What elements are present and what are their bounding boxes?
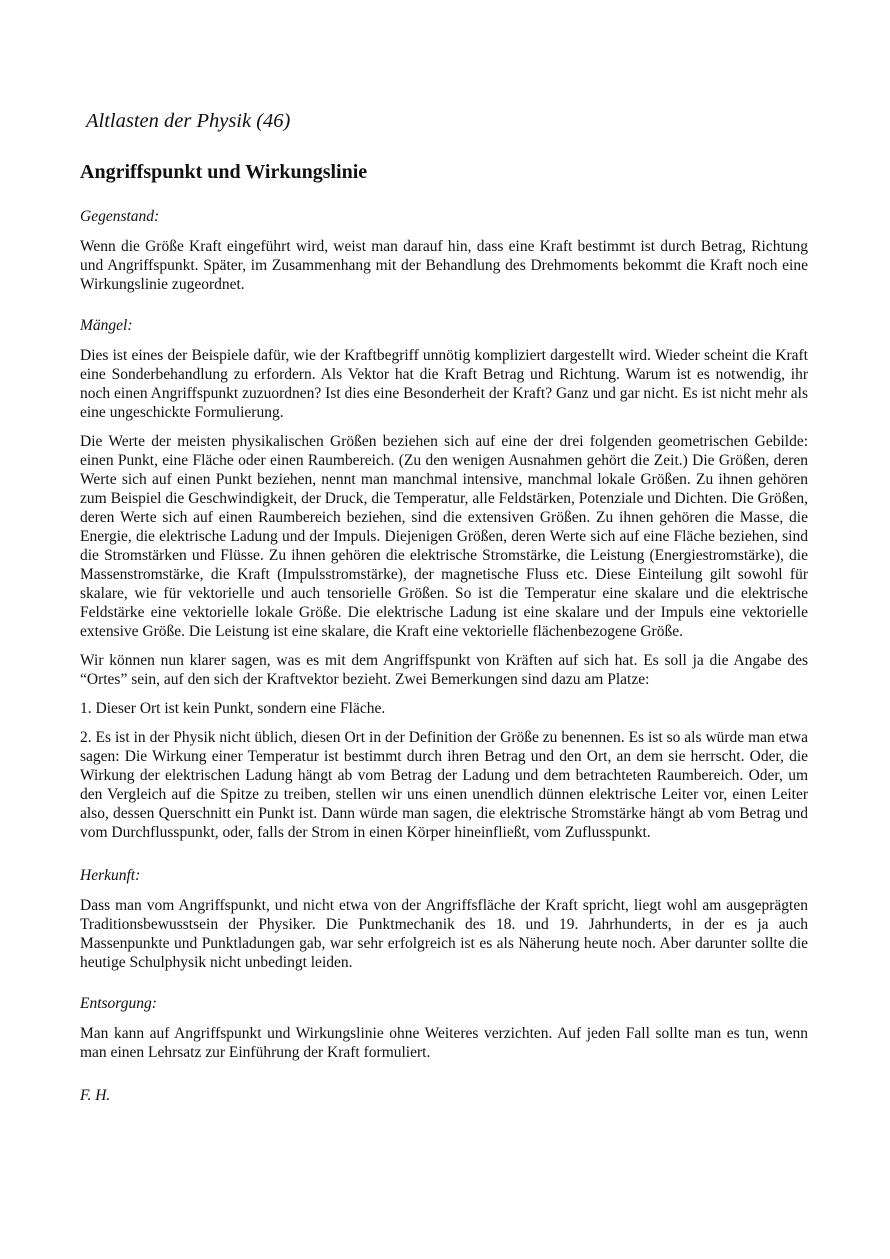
paragraph-gegenstand-1: Wenn die Größe Kraft eingeführt wird, weist man darauf hin, dass eine Kraft bestimmt ist durch Betrag, Richtung und Angriffspunkt. Später, im Zusammenhang mit der Behandlung des Drehmoments bekommt die Kraft noch eine Wirkungslinie zugeordnet. [80, 238, 808, 293]
series-title: Altlasten der Physik (46) [86, 110, 291, 132]
paragraph-maengel-3: Wir können nun klarer sagen, was es mit dem Angriffspunkt von Kräften auf sich hat. Es soll ja die Angabe des “Ortes” sein, auf den sich der Kraftvektor bezieht. Zwei Bemerkungen sind dazu am Platze: [80, 652, 808, 688]
section-maengel [80, 316, 808, 842]
paragraph-maengel-4: 1. Dieser Ort ist kein Punkt, sondern eine Fläche. [80, 700, 386, 717]
paragraph-maengel-1: Dies ist eines der Beispiele dafür, wie der Kraftbegriff unnötig kompliziert dargestellt wird. Wieder scheint die Kraft eine Sonderbehandlung zu erfordern. Als Vektor hat die Kraft Betrag und Richtung. Warum ist es notwendig, ihr noch einen Angriffspunkt zuzuordnen? Ist dies eine Besonderheit der Kraft? Ganz und gar nicht. Es ist nicht mehr als eine ungeschickte Formulierung. [80, 347, 808, 421]
paragraph-maengel-2: Die Werte der meisten physikalischen Größen beziehen sich auf eine der drei folgenden geometrischen Gebilde: einen Punkt, eine Fläche oder einen Raumbereich. (Zu den wenigen Ausnahmen gehört die Zeit.) Die Größen, deren Werte sich auf einen Punkt beziehen, nennt man manchmal intensive, manchmal lokale Größen. Zu ihnen gehören zum Beispiel die Geschwindigkeit, der Druck, die Temperatur, alle Feldstärken, Potenziale und Dichten. Die Größen, deren Werte sich auf einen Raumbereich beziehen, sind die extensiven Größen. Zu ihnen gehören die Masse, die Energie, die elektrische Ladung und der Impuls. Diejenigen Größen, deren Werte sich auf eine Fläche beziehen, sind die Stromstärken und Flüsse. Zu ihnen gehören die elektrische Stromstärke, die Leistung (Energiestromstärke), die Massenstromstärke, die Kraft (Impulsstromstärke), der magnetische Fluss etc. Diese Einteilung gilt sowohl für skalare, wie für vektorielle und auch tensorielle Größen. So ist die Temperatur eine skalare und die elektrische Feldstärke eine vektorielle lokale Größe. Die elektrische Ladung ist eine skalare und der Impuls eine vektorielle extensive Größe. Die Leistung ist eine skalare, die Kraft eine vektorielle flächenbezogene Größe. [80, 433, 808, 640]
paragraph-herkunft-1: Dass man vom Angriffspunkt, und nicht etwa von der Angriffsfläche der Kraft spricht, liegt wohl am ausgeprägten Traditionsbewusstsein der Physiker. Die Punktmechanik des 18. und 19. Jahrhunderts, in der es ja auch Massenpunkte und Punktladungen gab, war sehr erfolgreich ist es als Näherung heute noch. Aber darunter sollte die heutige Schulphysik nicht unbedingt leiden. [80, 897, 808, 971]
section-label-herkunft: Herkunft: [80, 867, 141, 884]
author-signature: F. H. [80, 1087, 111, 1104]
section-label-gegenstand: Gegenstand: [80, 208, 160, 225]
section-herkunft [80, 866, 808, 972]
section-label-entsorgung: Entsorgung: [80, 995, 157, 1012]
paragraph-maengel-5: 2. Es ist in der Physik nicht üblich, diesen Ort in der Definition der Größe zu benennen. Es ist so als würde man etwa sagen: Die Wirkung einer Temperatur ist bestimmt durch ihren Betrag und den Ort, an dem sie herrscht. Oder, die Wirkung der elektrischen Ladung hängt ab vom Betrag der Ladung und dem betrachteten Raumbereich. Oder, um den Vergleich auf die Spitze zu treiben, stellen wir uns einen unendlich dünnen elektrische Leiter vor, einen Leiter also, dessen Querschnitt ein Punkt ist. Dann würde man sagen, die elektrische Stromstärke hängt ab vom Betrag und vom Durchflusspunkt, oder, falls der Strom in einen Körper hineinfließt, vom Zuflusspunkt. [80, 729, 808, 841]
article-title: Angriffspunkt und Wirkungslinie [80, 161, 368, 183]
section-entsorgung [80, 994, 808, 1062]
paragraph-entsorgung-1: Man kann auf Angriffspunkt und Wirkungslinie ohne Weiteres verzichten. Auf jeden Fall sollte man es tun, wenn man einen Lehrsatz zur Einführung der Kraft formuliert. [80, 1025, 808, 1061]
section-label-maengel: Mängel: [80, 317, 133, 334]
section-gegenstand [80, 207, 808, 294]
document-page [80, 108, 808, 1105]
